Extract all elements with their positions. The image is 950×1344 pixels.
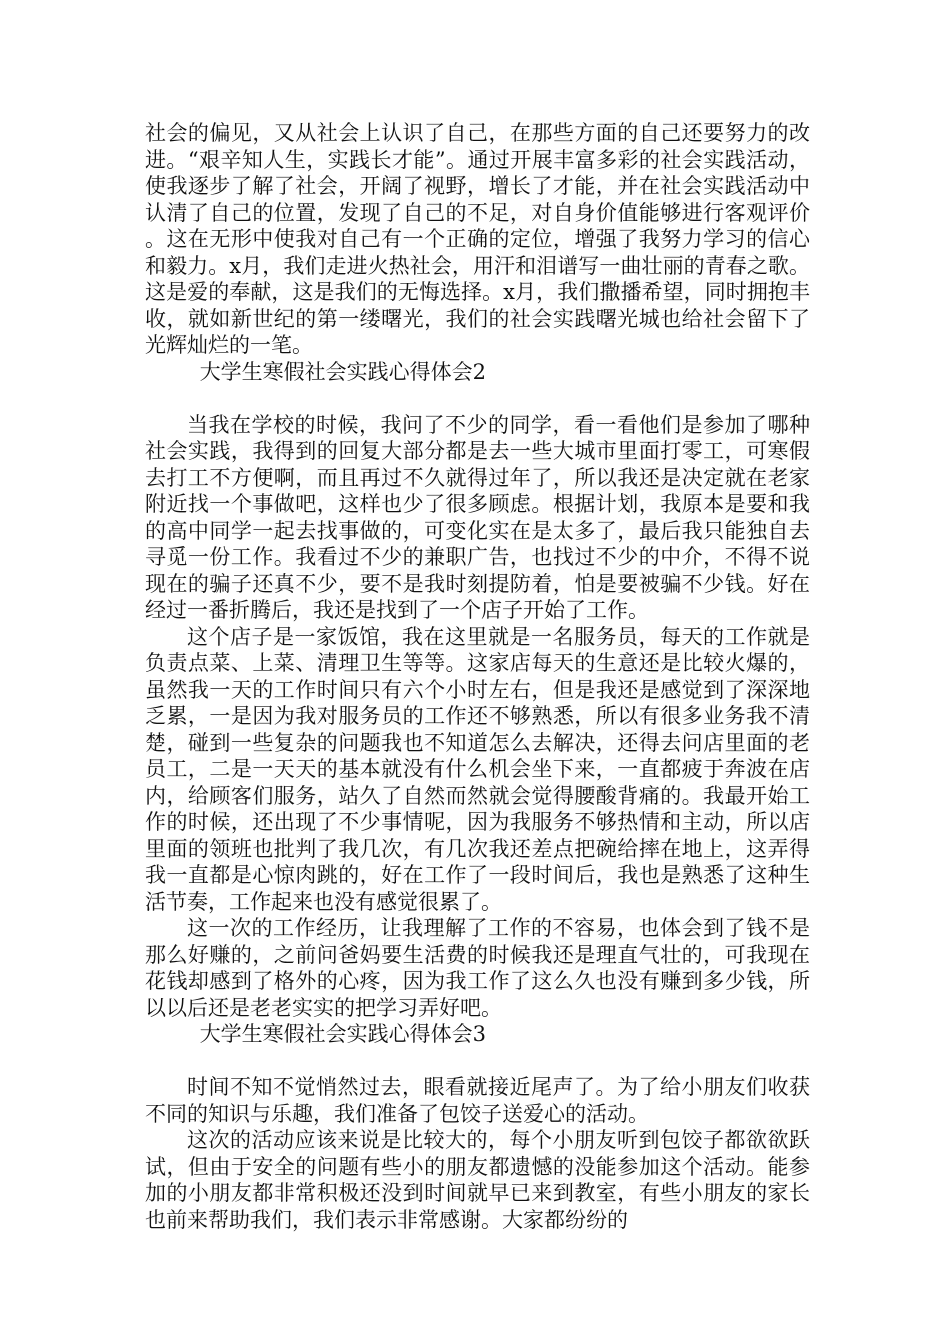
section-2-paragraph-3: 这一次的工作经历，让我理解了工作的不容易，也体会到了钱不是那么好赚的，之前问爸妈要生活费的时候我还是理直气壮的，可我现在花钱却感到了格外的心疼，因为我工作了这么久也没有赚到多少钱，所以以后还是老老实实的把学习弄好吧。: [145, 916, 810, 1020]
document-page: [145, 120, 810, 1233]
blank-line: [145, 385, 810, 412]
section-2-paragraph-1: 当我在学校的时候，我问了不少的同学，看一看他们是参加了哪种社会实践，我得到的回复大部分都是去一些大城市里面打零工，可寒假去打工不方便啊，而且再过不久就得过年了，所以我还是决定就在老家附近找一个事做吧，这样也少了很多顾虑。根据计划，我原本是要和我的高中同学一起去找事做的，可变化实在是太多了，最后我只能独自去寻觅一份工作。我看过不少的兼职广告，也找过不少的中介，不得不说现在的骗子还真不少，要不是我时刻提防着，怕是要被骗不少钱。好在经过一番折腾后，我还是找到了一个店子开始了工作。: [145, 412, 810, 622]
section-3-paragraph-2: 这次的活动应该来说是比较大的，每个小朋友听到包饺子都欲欲跃试，但由于安全的问题有些小的朋友都遗憾的没能参加这个活动。能参加的小朋友都非常积极还没到时间就早已来到教室，有些小朋友的家长也前来帮助我们，我们表示非常感谢。大家都纷纷的: [145, 1128, 810, 1232]
section-2-heading: 大学生寒假社会实践心得体会2: [199, 359, 486, 384]
section-2-paragraph-2: 这个店子是一家饭馆，我在这里就是一名服务员，每天的工作就是负责点菜、上菜、清理卫生等等。这家店每天的生意还是比较火爆的，虽然我一天的工作时间只有六个小时左右，但是我还是感觉到了深深地乏累，一是因为我对服务员的工作还不够熟悉，所以有很多业务我不清楚，碰到一些复杂的问题我也不知道怎么去解决，还得去问店里面的老员工，二是一天天的基本就没有什么机会坐下来，一直都疲于奔波在店内，给顾客们服务，站久了自然而然就会觉得腰酸背痛的。我最开始工作的时候，还出现了不少事情呢，因为我服务不够热情和主动，所以店里面的领班也批判了我几次，有几次我还差点把碗给摔在地上，这弄得我一直都是心惊肉跳的，好在工作了一段时间后，我也是熟悉了这种生活节奏，工作起来也没有感觉很累了。: [145, 624, 810, 914]
blank-line: [145, 1048, 810, 1075]
section-3-heading: 大学生寒假社会实践心得体会3: [199, 1022, 486, 1046]
opening-paragraph: 社会的偏见，又从社会上认识了自己，在那些方面的自己还要努力的改进。“艰辛知人生，实践长才能”。通过开展丰富多彩的社会实践活动，使我逐步了解了社会，开阔了视野，增长了才能，并在社会实践活动中认清了自己的位置，发现了自己的不足，对自身价值能够进行客观评价。这在无形中使我对自己有一个正确的定位，增强了我努力学习的信心和毅力。x月，我们走进火热社会，用汗和泪谱写一曲壮丽的青春之歌。这是爱的奉献，这是我们的无悔选择。x月，我们撒播希望，同时拥抱丰收，就如新世纪的第一缕曙光，我们的社会实践曙光城也给社会留下了光辉灿烂的一笔。: [145, 121, 810, 357]
section-3-paragraph-1: 时间不知不觉悄然过去，眼看就接近尾声了。为了给小朋友们收获不同的知识与乐趣，我们准备了包饺子送爱心的活动。: [145, 1075, 810, 1126]
